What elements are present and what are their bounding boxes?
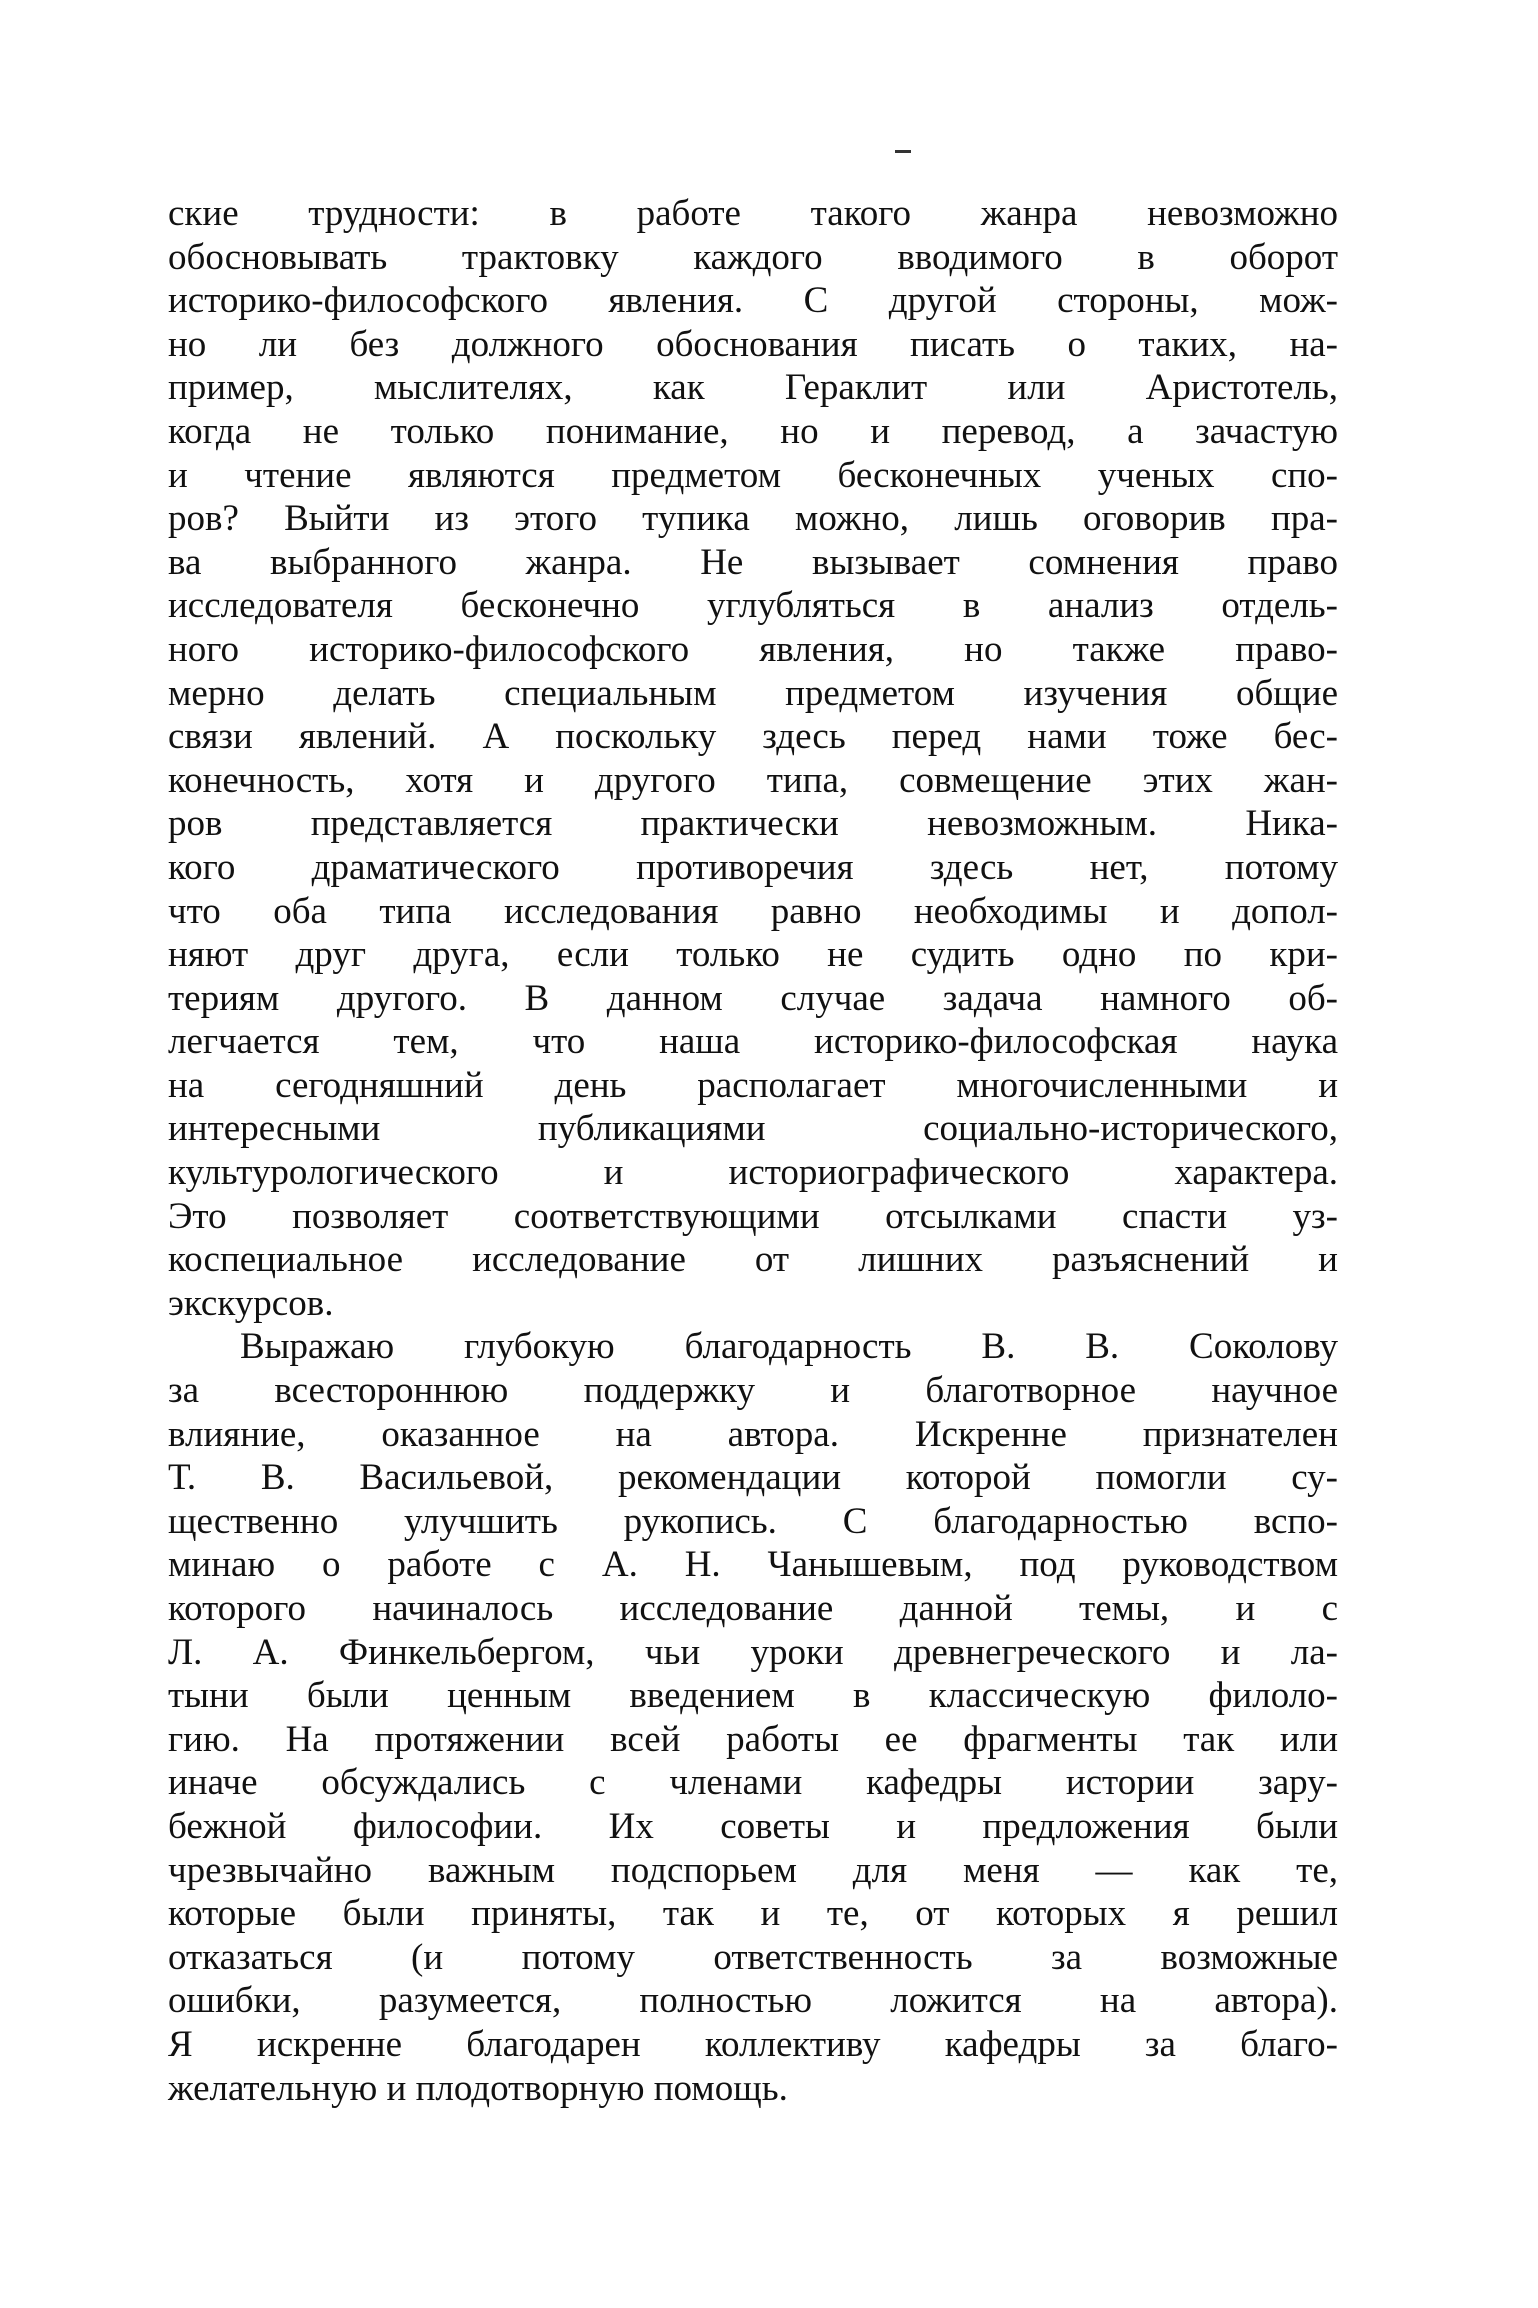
text-line: конечность, хотя и другого типа, совмещение этих жан- xyxy=(168,759,1338,801)
text-line: когда не только понимание, но и перевод, а зачастую xyxy=(168,410,1338,452)
text-line: интересными публикациями социально-исторического, xyxy=(168,1108,1338,1150)
text-line: Т. В. Васильевой, рекомендации которой помогли су- xyxy=(168,1457,1338,1499)
text-line: мерно делать специальным предметом изучения общие xyxy=(168,672,1338,714)
text-line: ошибки, разумеется, полностью ложится на автора). xyxy=(168,1980,1338,2022)
text-line: желательную и плодотворную помощь. xyxy=(168,2067,788,2109)
text-line: пример, мыслителях, как Гераклит или Аристотель, xyxy=(168,367,1338,409)
text-line: бежной философии. Их советы и предложения были xyxy=(168,1805,1338,1847)
text-line: которого начиналось исследование данной темы, и с xyxy=(168,1588,1338,1629)
text-line: ские трудности: в работе такого жанра невозможно xyxy=(168,193,1338,234)
text-line: обосновывать трактовку каждого вводимого в оборот xyxy=(168,236,1338,278)
page-text xyxy=(168,192,1338,2110)
text-line: что оба типа исследования равно необходимы и допол- xyxy=(168,890,1338,932)
text-line: Это позволяет соответствующими отсылками спасти уз- xyxy=(168,1195,1338,1237)
text-line: историко-философского явления. С другой стороны, мож- xyxy=(168,280,1338,322)
text-line: ва выбранного жанра. Не вызывает сомнения право xyxy=(168,541,1338,583)
text-line: кого драматического противоречия здесь нет, потому xyxy=(168,846,1338,888)
text-line: гию. На протяжении всей работы ее фрагменты так или xyxy=(168,1718,1338,1760)
text-line: культурологического и историографического характера. xyxy=(168,1152,1338,1194)
text-line: легчается тем, что наша историко-философская наука xyxy=(168,1021,1338,1063)
text-line: Л. А. Финкельбергом, чьи уроки древнегреческого и ла- xyxy=(168,1631,1338,1673)
text-line: минаю о работе с А. Н. Чанышевым, под руководством xyxy=(168,1544,1338,1586)
page-top-mark xyxy=(895,150,911,153)
text-line: влияние, оказанное на автора. Искренне признателен xyxy=(168,1413,1338,1455)
text-line: териям другого. В данном случае задача намного об- xyxy=(168,977,1338,1019)
text-line: Выражаю глубокую благодарность В. В. Соколову xyxy=(240,1326,1338,1368)
text-line: иначе обсуждались с членами кафедры истории зару- xyxy=(168,1762,1338,1804)
text-line: исследователя бесконечно углубляться в анализ отдель- xyxy=(168,585,1338,627)
paragraph xyxy=(168,1325,1338,2110)
text-line: на сегодняшний день располагает многочисленными и xyxy=(168,1064,1338,1106)
text-line: чрезвычайно важным подспорьем для меня — как те, xyxy=(168,1849,1338,1891)
text-line: ров? Выйти из этого тупика можно, лишь оговорив пра- xyxy=(168,498,1338,540)
text-line: Я искренне благодарен коллективу кафедры за благо- xyxy=(168,2023,1338,2065)
paragraph xyxy=(168,192,1338,1325)
text-line: няют друг друга, если только не судить одно по кри- xyxy=(168,934,1338,976)
text-line: щественно улучшить рукопись. С благодарностью вспо- xyxy=(168,1500,1338,1542)
text-line: которые были приняты, так и те, от которых я решил xyxy=(168,1893,1338,1935)
text-line: связи явлений. А поскольку здесь перед нами тоже бес- xyxy=(168,716,1338,758)
text-line: отказаться (и потому ответственность за возможные xyxy=(168,1936,1338,1978)
text-line: но ли без должного обоснования писать о таких, на- xyxy=(168,323,1338,365)
text-line: и чтение являются предметом бесконечных ученых спо- xyxy=(168,454,1338,496)
text-line: тыни были ценным введением в классическую филоло- xyxy=(168,1675,1338,1717)
text-line: за всестороннюю поддержку и благотворное научное xyxy=(168,1370,1338,1412)
text-line: экскурсов. xyxy=(168,1282,334,1324)
text-line: коспециальное исследование от лишних разъяснений и xyxy=(168,1239,1338,1281)
text-line: ров представляется практически невозможным. Ника- xyxy=(168,803,1338,845)
text-line: ного историко-философского явления, но также право- xyxy=(168,628,1338,670)
